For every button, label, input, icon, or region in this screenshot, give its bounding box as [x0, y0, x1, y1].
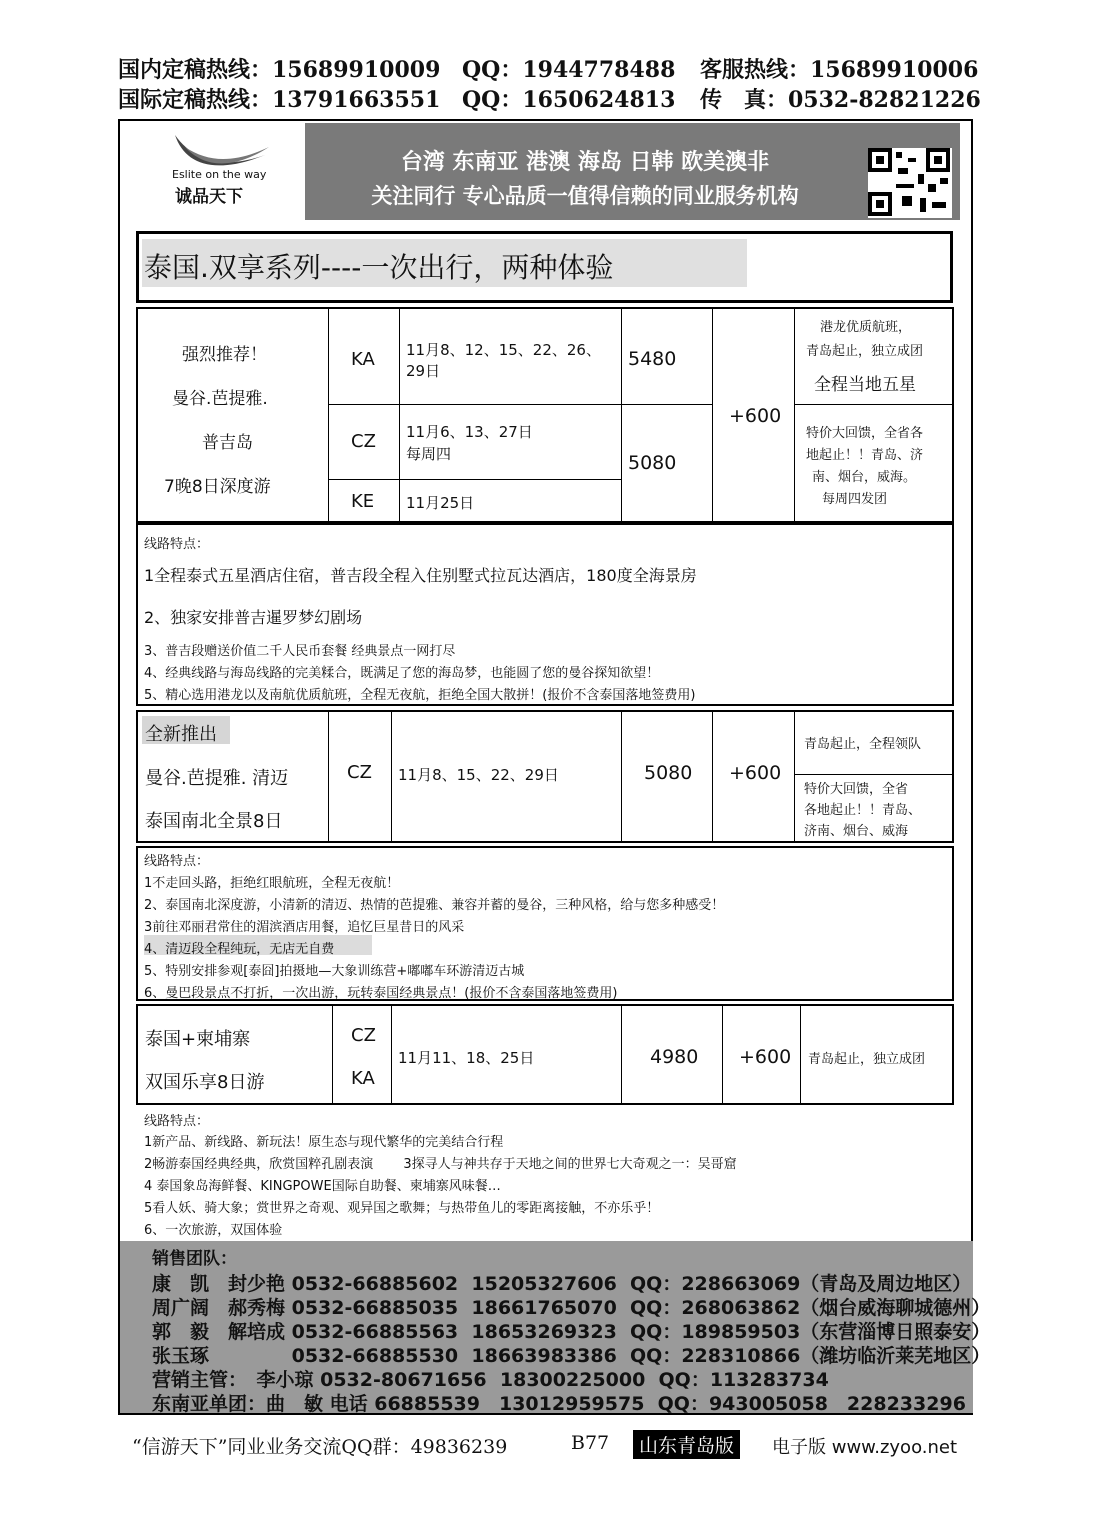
feature-item: 3、普吉段赠送价值二千人民币套餐 经典景点一网打尽 [144, 644, 456, 659]
product1-airline: KA [351, 349, 375, 370]
product1-note: 港龙优质航班， [820, 320, 912, 335]
product1-note: 地起止！！青岛、济 [806, 448, 924, 463]
product1-name-line: 普吉岛 [202, 433, 253, 453]
banner-line-1: 台湾 东南亚 港澳 海岛 日韩 欧美澳非 [400, 150, 770, 175]
feature-item: 2、泰国南北深度游，小清新的清迈、热情的芭提雅、兼容并蓄的曼谷，三种风格，给与您多种感受！ [144, 898, 725, 913]
brand-name: 诚品天下 [175, 187, 243, 207]
product1-airline: CZ [351, 431, 376, 452]
feature-item: 4、经典线路与海岛线路的完美糅合，既满足了您的海岛梦，也能圆了您的曼谷探知欲望！ [144, 666, 660, 681]
sales-label: 销售团队： [152, 1249, 237, 1269]
product1-airline: KE [351, 491, 375, 512]
product1-note: 每周四发团 [822, 492, 888, 507]
sales-line: 营销主管： 李小琼 0532-80671656 18300225000 QQ：113283734 [152, 1369, 829, 1391]
product1-extra: +600 [729, 405, 782, 427]
product1-note: 全程当地五星 [814, 375, 916, 395]
product2-note: 特价大回馈，全省 [804, 782, 909, 797]
product1-note: 特价大回馈，全省各 [806, 426, 924, 441]
sales-line: 郭 毅 解培成 0532-66885563 18653269323 QQ：189859503（东营淄博日照泰安） [152, 1321, 991, 1343]
product2-extra: +600 [729, 762, 782, 784]
domestic-hotline: 国内定稿热线：15689910009 [118, 57, 441, 83]
product1-note: 青岛起止，独立成团 [806, 344, 924, 359]
footer-edition: 山东青岛版 [633, 1430, 740, 1459]
product3-extra: +600 [739, 1046, 792, 1068]
feature-item: 1全程泰式五星酒店住宿，普吉段全程入住别墅式拉瓦达酒店，180度全海景房 [144, 566, 697, 585]
product1-dates: 11月25日 [406, 494, 475, 512]
footer-qq-group: “信游天下”同业业务交流QQ群：49836239 [132, 1436, 508, 1458]
product3-airline: CZ [351, 1025, 376, 1046]
product3-dates: 11月11、18、25日 [398, 1049, 535, 1067]
product2-note: 各地起止！！青岛、 [804, 803, 922, 818]
feature-item: 4 泰国象岛海鲜餐、KINGPOWE国际自助餐、柬埔寨风味餐… [144, 1179, 501, 1194]
product1-price: 5480 [628, 348, 677, 370]
product2-badge: 全新推出 [145, 724, 217, 745]
page-title: 泰国.双享系列----一次出行，两种体验 [144, 251, 614, 284]
feature-item: 6、一次旅游，双国体验 [144, 1223, 283, 1238]
feature-item: 5、精心选用港龙以及南航优质航班，全程无夜航，拒绝全国大散拼！(报价不含泰国落地签费用) [144, 688, 696, 703]
sales-line: 周广阔 郝秀梅 0532-66885035 18661765070 QQ：268063862（烟台威海聊城德州） [152, 1297, 991, 1319]
sales-line: 张玉琢 0532-66885530 18663983386 QQ：228310866（潍坊临沂莱芜地区） [152, 1345, 991, 1367]
feature-item: 1新产品、新线路、新玩法！原生态与现代繁华的完美结合行程 [144, 1135, 504, 1150]
product1-note: 南、烟台，威海。 [812, 470, 917, 485]
features-label: 线路特点： [144, 537, 210, 552]
feature-item: 5看人妖、骑大象；赏世界之奇观、观异国之歌舞；与热带鱼儿的零距离接触，不亦乐乎！ [144, 1201, 660, 1216]
feature-item: 2、独家安排普吉暹罗梦幻剧场 [144, 608, 363, 627]
features-label: 线路特点： [144, 854, 210, 869]
product2-note: 济南、烟台、威海 [804, 824, 909, 839]
product1-name-line: 曼谷.芭提雅. [172, 389, 268, 409]
feature-item: 6、曼巴段景点不打折，一次出游，玩转泰国经典景点！(报价不含泰国落地签费用) [144, 986, 618, 1001]
intl-qq: QQ：1650624813 [462, 87, 676, 113]
product3-name: 双国乐享8日游 [145, 1072, 265, 1093]
product2-note: 青岛起止，全程领队 [804, 737, 922, 752]
fax: 传 真：0532-82821226 [700, 87, 981, 113]
domestic-qq: QQ：1944778488 [462, 57, 676, 83]
footer-page: B77 [571, 1432, 610, 1454]
feature-item: 2畅游泰国经典经典，欣赏国粹孔剧表演 3探寻人与神共存于天地之间的世界七大奇观之一：吴哥窟 [144, 1157, 737, 1172]
feature-item: 4、清迈段全程纯玩，无店无自费 [144, 942, 335, 957]
product2-airline: CZ [347, 762, 372, 783]
product3-note: 青岛起止，独立成团 [808, 1052, 926, 1067]
product1-name-line: 强烈推荐！ [182, 345, 267, 365]
footer-site[interactable]: 电子版 www.zyoo.net [772, 1437, 958, 1458]
sales-line: 东南亚单团：曲 敏 电话 66885539 13012959575 QQ：943005058 228233296 [152, 1393, 966, 1415]
intl-hotline: 国际定稿热线：13791663551 [118, 87, 441, 113]
product2-dates: 11月8、15、22、29日 [398, 766, 559, 784]
feature-item: 3前往邓丽君常住的湄滨酒店用餐，追忆巨星昔日的风采 [144, 920, 465, 935]
product1-price: 5080 [628, 452, 677, 474]
feature-item: 5、特别安排参观[泰囧]拍摄地—大象训练营+嘟嘟车环游清迈古城 [144, 964, 525, 979]
product1-name-line: 7晚8日深度游 [164, 477, 271, 497]
feature-item: 1不走回头路，拒绝红眼航班，全程无夜航！ [144, 876, 400, 891]
product1-dates: 29日 [406, 362, 441, 380]
product3-price: 4980 [650, 1046, 699, 1068]
product1-dates: 每周四 [406, 445, 452, 463]
sales-line: 康 凯 封少艳 0532-66885602 15205327606 QQ：228663069（青岛及周边地区） [152, 1273, 972, 1295]
product2-name: 泰国南北全景8日 [145, 811, 283, 832]
product2-name: 曼谷.芭提雅. 清迈 [145, 768, 289, 789]
product1-dates: 11月6、13、27日 [406, 423, 533, 441]
features-label: 线路特点： [144, 1114, 210, 1129]
product1-dates: 11月8、12、15、22、26、 [406, 341, 601, 359]
brand-slogan: Eslite on the way [172, 168, 267, 181]
service-hotline: 客服热线：15689910006 [700, 57, 979, 83]
product3-name: 泰国+柬埔寨 [145, 1029, 251, 1050]
product2-price: 5080 [644, 762, 693, 784]
qr-code-icon [868, 148, 952, 218]
product3-airline: KA [351, 1068, 375, 1089]
banner-line-2: 关注同行 专心品质一值得信赖的同业服务机构 [371, 184, 799, 208]
